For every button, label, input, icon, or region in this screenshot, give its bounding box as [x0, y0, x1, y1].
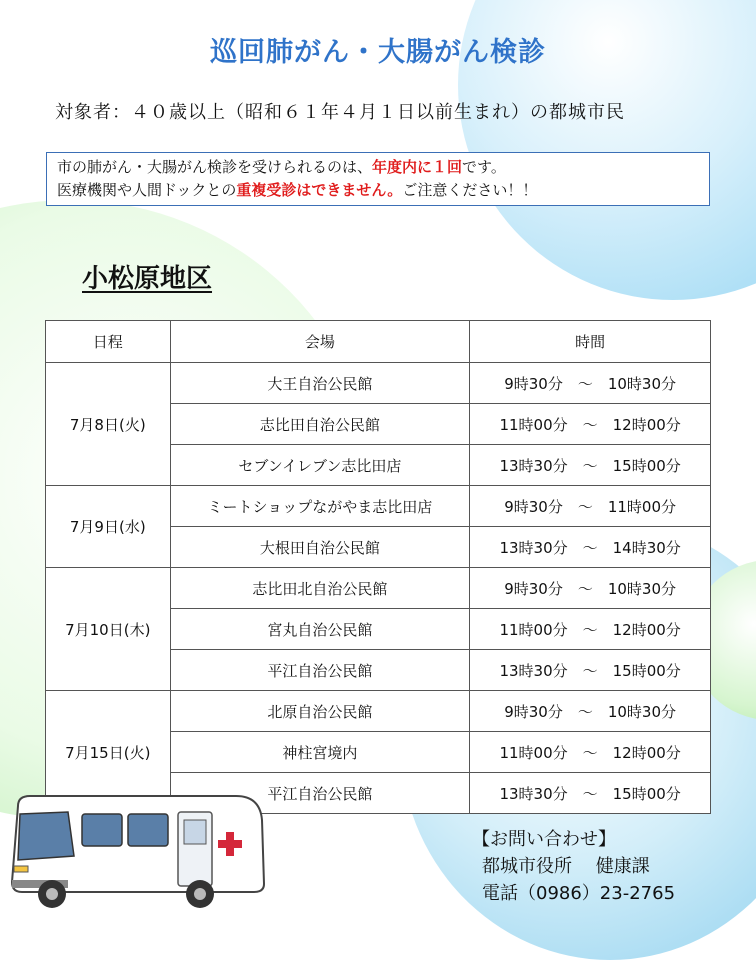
- date-cell: 7月10日(木): [46, 568, 171, 691]
- time-cell: 9時30分 ～ 10時30分: [470, 363, 711, 404]
- header-date: 日程: [46, 321, 171, 363]
- emphasis-once-per-year: 年度内に１回: [372, 158, 463, 176]
- date-cell: 7月9日(水): [46, 486, 171, 568]
- table-row: [46, 486, 711, 527]
- contact-office: 都城市役所 健康課: [482, 856, 650, 877]
- header-time: 時間: [470, 321, 711, 363]
- notice-line-1: 市の肺がん・大腸がん検診を受けられるのは、年度内に１回です。: [57, 158, 506, 176]
- contact-phone: 電話（0986）23-2765: [482, 883, 676, 904]
- time-cell: 13時30分 ～ 15時00分: [470, 773, 711, 814]
- table-row: [46, 363, 711, 404]
- venue-cell: 平江自治公民館: [170, 773, 470, 814]
- venue-cell: 北原自治公民館: [170, 691, 470, 732]
- venue-cell: 平江自治公民館: [170, 650, 470, 691]
- time-cell: 11時00分 ～ 12時00分: [470, 404, 711, 445]
- district-heading: 小松原地区: [82, 264, 213, 294]
- time-cell: 9時30分 ～ 11時00分: [470, 486, 711, 527]
- time-cell: 9時30分 ～ 10時30分: [470, 568, 711, 609]
- table-row: [46, 691, 711, 732]
- contact-info: [472, 826, 675, 907]
- venue-cell: ミートショップながやま志比田店: [170, 486, 470, 527]
- time-cell: 13時30分 ～ 14時30分: [470, 527, 711, 568]
- contact-heading: 【お問い合わせ】: [472, 829, 616, 850]
- page-title: 巡回肺がん・大腸がん検診: [210, 37, 546, 68]
- schedule-table: [45, 320, 711, 814]
- venue-cell: セブンイレブン志比田店: [170, 445, 470, 486]
- time-cell: 9時30分 ～ 10時30分: [470, 691, 711, 732]
- notice-line-2: 医療機関や人間ドックとの重複受診はできません。ご注意ください！！: [57, 181, 538, 199]
- header-venue: 会場: [170, 321, 470, 363]
- venue-cell: 志比田北自治公民館: [170, 568, 470, 609]
- table-header-row: [46, 321, 711, 363]
- venue-cell: 神柱宮境内: [170, 732, 470, 773]
- table-row: [46, 568, 711, 609]
- venue-cell: 大根田自治公民館: [170, 527, 470, 568]
- target-audience: 対象者：４０歳以上（昭和６１年４月１日以前生まれ）の都城市民: [55, 102, 625, 123]
- time-cell: 11時00分 ～ 12時00分: [470, 732, 711, 773]
- time-cell: 13時30分 ～ 15時00分: [470, 445, 711, 486]
- emphasis-no-duplicate: 重複受診はできません。: [236, 181, 403, 199]
- notice-box: [46, 152, 710, 206]
- time-cell: 11時00分 ～ 12時00分: [470, 609, 711, 650]
- venue-cell: 宮丸自治公民館: [170, 609, 470, 650]
- venue-cell: 大王自治公民館: [170, 363, 470, 404]
- medical-bus-icon: [4, 792, 266, 912]
- date-cell: 7月15日(火): [46, 691, 171, 814]
- venue-cell: 志比田自治公民館: [170, 404, 470, 445]
- date-cell: 7月8日(火): [46, 363, 171, 486]
- time-cell: 13時30分 ～ 15時00分: [470, 650, 711, 691]
